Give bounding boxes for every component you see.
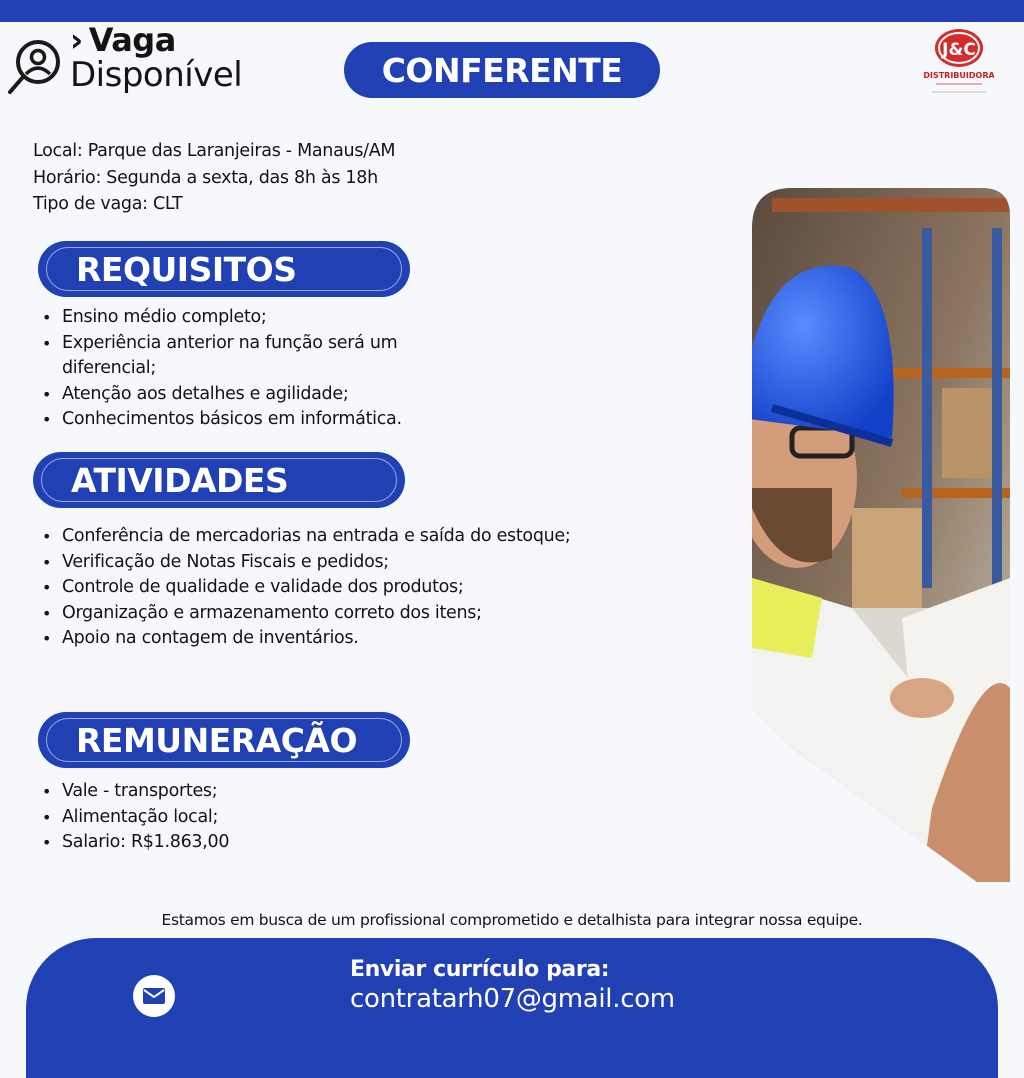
user-search-icon (6, 38, 62, 98)
worker-photo (752, 188, 1010, 882)
title-line-2: Disponível (70, 55, 243, 95)
svg-text:DISTRIBUIDORA: DISTRIBUIDORA (924, 71, 994, 80)
list-item: • Ensino médio completo; (34, 305, 464, 331)
list-item: • Controle de qualidade e validade dos produtos; (34, 575, 574, 601)
tagline: Estamos em busca de um profissional comprometido e detalhista para integrar nossa equipe. (161, 911, 863, 929)
remuneracao-list (34, 779, 464, 856)
list-item: • Atenção aos detalhes e agilidade; (34, 382, 464, 408)
list-item: • Verificação de Notas Fiscais e pedidos; (34, 550, 574, 576)
info-local: Local: Parque das Laranjeiras - Manaus/AM (33, 141, 396, 161)
footer-label: Enviar currículo para: (350, 957, 610, 982)
title-line-1: Vaga (88, 21, 176, 59)
section-atividades-heading: ATIVIDADES (33, 452, 405, 508)
job-info (33, 138, 395, 218)
list-item: • Apoio na contagem de inventários. (34, 626, 574, 652)
page-title (70, 21, 243, 95)
info-horario: Horário: Segunda a sexta, das 8h às 18h (33, 167, 378, 188)
list-item: • Organização e armazenamento correto dos itens; (34, 601, 574, 627)
list-item: • Salario: R$1.863,00 (34, 830, 464, 856)
svg-text:J&C: J&C (942, 40, 976, 60)
top-bar (0, 0, 1024, 22)
company-logo (924, 26, 994, 98)
email-link[interactable]: contratarh07@gmail.com (350, 984, 675, 1014)
envelope-icon[interactable] (133, 975, 175, 1017)
requisitos-list (34, 305, 464, 433)
info-tipo: Tipo de vaga: CLT (33, 194, 183, 214)
list-item: • Vale - transportes; (34, 779, 464, 805)
section-requisitos-heading: REQUISITOS (38, 241, 410, 297)
list-item: • Conferência de mercadorias na entrada e saída do estoque; (34, 524, 574, 550)
list-item: • Experiência anterior na função será um diferencial; (34, 331, 464, 382)
chevron-right-icon: › (70, 21, 83, 59)
list-item: • Alimentação local; (34, 805, 464, 831)
list-item: • Conhecimentos básicos em informática. (34, 407, 464, 433)
atividades-list (34, 524, 574, 652)
section-remuneracao-heading: REMUNERAÇÃO (38, 712, 410, 768)
role-badge: CONFERENTE (344, 42, 660, 98)
